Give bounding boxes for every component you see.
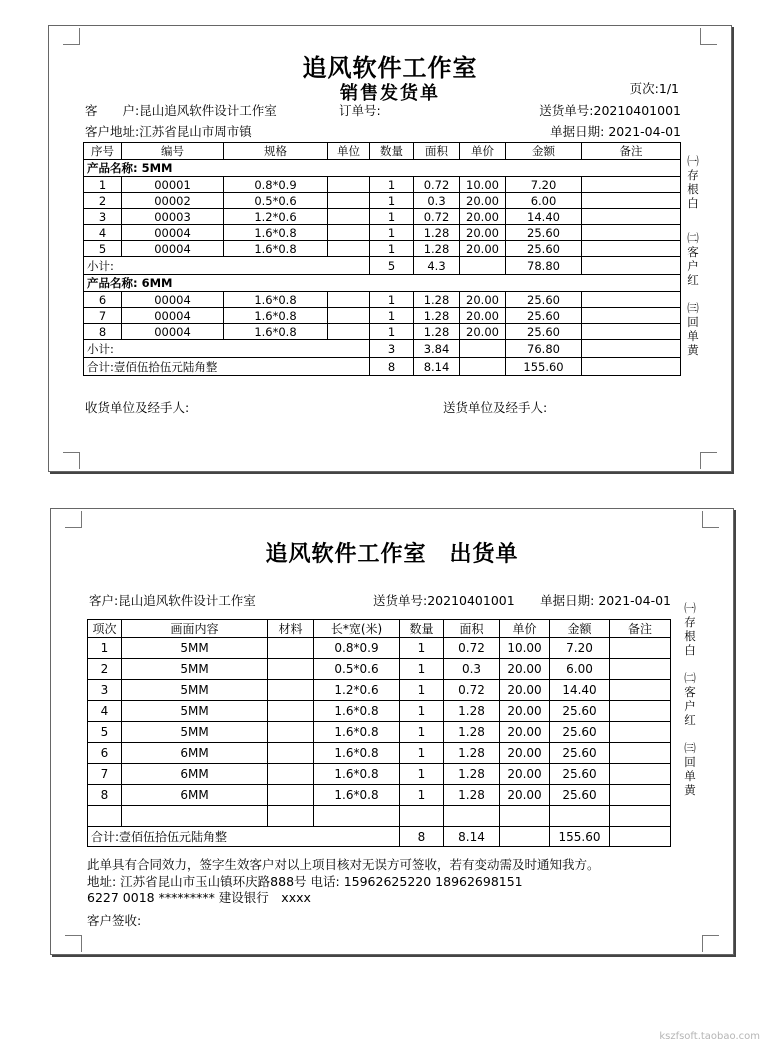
table-cell: [582, 241, 681, 257]
table-cell: 25.60: [506, 241, 582, 257]
table-cell: 0.72: [414, 209, 460, 225]
table-cell: 1.28: [444, 701, 500, 722]
column-header: 备注: [610, 620, 671, 638]
table-cell: 0.72: [444, 638, 500, 659]
table-row: [84, 241, 681, 257]
subtotal-label: 小计:: [84, 257, 370, 275]
table-cell: 1.6*0.8: [314, 764, 400, 785]
table-cell: 00001: [122, 177, 224, 193]
table-cell: 1.28: [444, 743, 500, 764]
table-cell: 5MM: [122, 701, 268, 722]
table-cell: [582, 177, 681, 193]
table-cell: 1: [370, 193, 414, 209]
product-group-row: [84, 160, 681, 177]
table-cell: 7.20: [506, 177, 582, 193]
table-cell: [610, 785, 671, 806]
table-cell: 10.00: [500, 638, 550, 659]
column-header: 备注: [582, 143, 681, 160]
total-amount: 155.60: [506, 358, 582, 376]
column-header: 编号: [122, 143, 224, 160]
column-header: 画面内容: [122, 620, 268, 638]
table-cell: [268, 680, 314, 701]
table-cell: 10.00: [460, 177, 506, 193]
table-cell: 0.5*0.6: [224, 193, 328, 209]
table-cell: 1.28: [444, 722, 500, 743]
table-cell: 5MM: [122, 722, 268, 743]
table-cell: 1: [84, 177, 122, 193]
customer-field: [85, 101, 277, 119]
table-header-row: [88, 620, 671, 638]
table-cell: 25.60: [506, 225, 582, 241]
shipping-items-table: [87, 619, 671, 847]
copy-label-customer: ㈡客户红: [684, 671, 696, 727]
table-cell: 25.60: [550, 764, 610, 785]
sales-items-table: [83, 142, 681, 376]
table-cell: 1.28: [444, 785, 500, 806]
table-cell: 5: [88, 722, 122, 743]
table-cell: 7: [88, 764, 122, 785]
crop-mark: [63, 28, 80, 45]
product-group-row: [84, 275, 681, 292]
table-cell: 6MM: [122, 743, 268, 764]
table-cell: 1.6*0.8: [224, 225, 328, 241]
table-cell: [268, 743, 314, 764]
total-label: 合计:壹佰伍拾伍元陆角整: [84, 358, 370, 376]
column-header: 序号: [84, 143, 122, 160]
crop-mark: [702, 935, 719, 952]
table-cell: 8: [88, 785, 122, 806]
column-header: 金额: [550, 620, 610, 638]
delivery-no: 送货单号:20210401001: [373, 593, 515, 608]
table-cell: 25.60: [506, 324, 582, 340]
table-cell: 2: [84, 193, 122, 209]
table-cell: 14.40: [550, 680, 610, 701]
table-cell: 1: [400, 743, 444, 764]
table-cell: 1.28: [414, 241, 460, 257]
table-cell: 1.6*0.8: [224, 308, 328, 324]
column-header: 数量: [400, 620, 444, 638]
table-cell: 6MM: [122, 785, 268, 806]
table-cell: 25.60: [506, 308, 582, 324]
table-cell: 1: [400, 638, 444, 659]
table-cell: 25.60: [550, 722, 610, 743]
total-label: 合计:壹佰伍拾伍元陆角整: [88, 827, 400, 847]
table-cell: 3: [84, 209, 122, 225]
column-header: 材料: [268, 620, 314, 638]
table-cell: 1: [370, 241, 414, 257]
table-cell: 1.28: [444, 764, 500, 785]
table-cell: 6: [84, 292, 122, 308]
total-qty: 8: [400, 827, 444, 847]
table-cell: [610, 806, 671, 827]
copy-label-customer: ㈡客户红: [687, 231, 699, 287]
table-cell: [328, 225, 370, 241]
table-cell: 1: [88, 638, 122, 659]
document-date: 单据日期: 2021-04-01: [540, 593, 671, 608]
address-field: [85, 122, 252, 140]
order-no-field: [339, 101, 381, 119]
copy-label-stub: ㈠存根白: [684, 601, 696, 657]
table-cell: 1: [370, 292, 414, 308]
table-cell: 00003: [122, 209, 224, 225]
customer-field: 客户:昆山追风软件设计工作室: [89, 593, 256, 608]
crop-mark: [700, 28, 717, 45]
copy-label-return: ㈢回单黄: [687, 301, 699, 357]
table-row: [88, 722, 671, 743]
table-cell: [550, 806, 610, 827]
table-cell: 20.00: [460, 324, 506, 340]
table-row: [88, 785, 671, 806]
table-cell: 1.6*0.8: [224, 324, 328, 340]
copy-label-stub: ㈠存根白: [687, 154, 699, 210]
table-cell: [582, 358, 681, 376]
table-cell: 1: [400, 680, 444, 701]
table-cell: 1.6*0.8: [314, 722, 400, 743]
table-cell: [610, 764, 671, 785]
table-cell: 20.00: [460, 308, 506, 324]
table-row: [88, 743, 671, 764]
table-row: [84, 324, 681, 340]
table-cell: [328, 177, 370, 193]
total-row: [88, 827, 671, 847]
subtotal-area: 3.84: [414, 340, 460, 358]
table-cell: 25.60: [506, 292, 582, 308]
table-row: [84, 193, 681, 209]
crop-mark: [65, 935, 82, 952]
table-cell: [88, 806, 122, 827]
table-cell: 25.60: [550, 743, 610, 764]
table-cell: 0.72: [414, 177, 460, 193]
table-cell: 1.2*0.6: [224, 209, 328, 225]
table-cell: 1: [400, 701, 444, 722]
table-cell: [444, 806, 500, 827]
sales-delivery-sheet: [48, 25, 732, 472]
table-cell: 6MM: [122, 764, 268, 785]
table-cell: 2: [88, 659, 122, 680]
table-cell: 1.6*0.8: [314, 785, 400, 806]
address-phone-line: 地址: 江苏省昆山市玉山镇环庆路888号 电话: 15962625220 18962698151: [87, 874, 523, 889]
table-cell: [582, 340, 681, 358]
contract-note: 此单具有合同效力，签字生效客户对以上项目核对无误方可签收，若有变动需及时通知我方。: [87, 857, 600, 872]
table-cell: 1: [370, 308, 414, 324]
bank-account-line: 6227 0018 ********* 建设银行 xxxx: [87, 890, 311, 905]
table-cell: 7: [84, 308, 122, 324]
column-header: 面积: [414, 143, 460, 160]
document-date: 单据日期: 2021-04-01: [550, 124, 681, 139]
table-cell: 5MM: [122, 680, 268, 701]
table-row: [84, 292, 681, 308]
table-cell: 1: [370, 177, 414, 193]
column-header: 项次: [88, 620, 122, 638]
table-row: [84, 177, 681, 193]
table-cell: 5MM: [122, 638, 268, 659]
table-cell: 00004: [122, 324, 224, 340]
table-cell: [314, 806, 400, 827]
shipping-note-sheet: [50, 508, 734, 955]
table-cell: [500, 827, 550, 847]
table-cell: [268, 785, 314, 806]
column-header: 规格: [224, 143, 328, 160]
table-cell: 7.20: [550, 638, 610, 659]
table-cell: [460, 340, 506, 358]
table-cell: 4: [88, 701, 122, 722]
table-cell: [268, 638, 314, 659]
column-header: 面积: [444, 620, 500, 638]
column-header: 长*宽(米): [314, 620, 400, 638]
crop-mark: [65, 511, 82, 528]
table-row: [88, 701, 671, 722]
table-cell: [610, 722, 671, 743]
table-cell: [328, 193, 370, 209]
address-label: 客户地址:: [85, 124, 140, 139]
document-title: 销售发货单: [340, 83, 440, 104]
table-cell: 1: [400, 785, 444, 806]
page-indicator: 页次:1/1: [629, 81, 679, 96]
table-cell: 25.60: [550, 785, 610, 806]
subtotal-row: [84, 257, 681, 275]
table-row: [84, 209, 681, 225]
table-cell: [328, 209, 370, 225]
subtotal-qty: 3: [370, 340, 414, 358]
subtotal-amount: 76.80: [506, 340, 582, 358]
table-cell: [582, 308, 681, 324]
table-cell: 0.3: [414, 193, 460, 209]
table-cell: [460, 358, 506, 376]
table-row: [88, 806, 671, 827]
table-cell: 20.00: [500, 659, 550, 680]
table-cell: [610, 680, 671, 701]
table-cell: 1: [370, 209, 414, 225]
column-header: 单位: [328, 143, 370, 160]
table-cell: [328, 324, 370, 340]
table-cell: 1.28: [414, 292, 460, 308]
table-cell: 3: [88, 680, 122, 701]
table-cell: 1.6*0.8: [314, 701, 400, 722]
table-cell: 00004: [122, 241, 224, 257]
table-cell: 1.28: [414, 225, 460, 241]
table-cell: 00002: [122, 193, 224, 209]
total-qty: 8: [370, 358, 414, 376]
customer-sign-label: 客户签收:: [87, 913, 142, 928]
total-area: 8.14: [444, 827, 500, 847]
table-cell: 20.00: [500, 764, 550, 785]
table-cell: [460, 257, 506, 275]
table-cell: 1.6*0.8: [314, 743, 400, 764]
customer-value: 昆山追风软件设计工作室: [139, 103, 277, 118]
table-cell: [582, 209, 681, 225]
table-cell: [328, 241, 370, 257]
table-cell: 20.00: [460, 292, 506, 308]
table-cell: [582, 225, 681, 241]
table-cell: [610, 659, 671, 680]
table-cell: 4: [84, 225, 122, 241]
shop-watermark: kszfsoft.taobao.com: [659, 1031, 760, 1042]
subtotal-area: 4.3: [414, 257, 460, 275]
table-cell: [400, 806, 444, 827]
table-cell: [122, 806, 268, 827]
subtotal-amount: 78.80: [506, 257, 582, 275]
table-cell: 0.8*0.9: [314, 638, 400, 659]
table-cell: 20.00: [500, 785, 550, 806]
column-header: 单价: [500, 620, 550, 638]
table-cell: 00004: [122, 292, 224, 308]
table-cell: 1: [400, 659, 444, 680]
table-cell: 5MM: [122, 659, 268, 680]
table-cell: 20.00: [500, 743, 550, 764]
table-cell: [582, 257, 681, 275]
subtotal-label: 小计:: [84, 340, 370, 358]
table-cell: 1: [400, 764, 444, 785]
table-cell: 14.40: [506, 209, 582, 225]
table-cell: 20.00: [500, 680, 550, 701]
column-header: 数量: [370, 143, 414, 160]
table-cell: [268, 764, 314, 785]
total-amount: 155.60: [550, 827, 610, 847]
table-cell: 1: [400, 722, 444, 743]
table-cell: 20.00: [460, 193, 506, 209]
table-cell: 20.00: [460, 209, 506, 225]
total-area: 8.14: [414, 358, 460, 376]
table-cell: [582, 193, 681, 209]
order-no-label: 订单号:: [339, 103, 381, 118]
table-cell: 0.8*0.9: [224, 177, 328, 193]
subtotal-qty: 5: [370, 257, 414, 275]
table-cell: 00004: [122, 308, 224, 324]
crop-mark: [702, 511, 719, 528]
table-cell: [268, 722, 314, 743]
table-cell: 1.6*0.8: [224, 292, 328, 308]
table-cell: 8: [84, 324, 122, 340]
table-cell: [328, 292, 370, 308]
table-cell: [610, 743, 671, 764]
table-cell: 1: [370, 225, 414, 241]
table-cell: 20.00: [500, 722, 550, 743]
copy-label-return: ㈢回单黄: [684, 741, 696, 797]
table-cell: 0.72: [444, 680, 500, 701]
table-cell: [268, 701, 314, 722]
address-value: 江苏省昆山市周市镇: [139, 124, 252, 139]
product-group-title: 产品名称: 5MM: [84, 160, 681, 177]
shipping-note-title: 追风软件工作室 出货单: [265, 542, 519, 567]
crop-mark: [63, 452, 80, 469]
company-title: 追风软件工作室: [302, 54, 478, 82]
product-group-title: 产品名称: 6MM: [84, 275, 681, 292]
table-row: [88, 659, 671, 680]
table-cell: 6.00: [550, 659, 610, 680]
table-cell: [500, 806, 550, 827]
table-row: [88, 764, 671, 785]
table-cell: 0.5*0.6: [314, 659, 400, 680]
table-cell: [268, 806, 314, 827]
table-cell: [328, 308, 370, 324]
table-cell: 20.00: [500, 701, 550, 722]
table-cell: [610, 827, 671, 847]
table-row: [88, 680, 671, 701]
table-cell: [582, 292, 681, 308]
receiver-signature-label: 收货单位及经手人:: [85, 400, 190, 415]
table-cell: 25.60: [550, 701, 610, 722]
table-row: [84, 225, 681, 241]
table-cell: 1.2*0.6: [314, 680, 400, 701]
sender-signature-label: 送货单位及经手人:: [443, 400, 548, 415]
table-cell: [610, 638, 671, 659]
table-cell: 6: [88, 743, 122, 764]
table-cell: 0.3: [444, 659, 500, 680]
table-cell: [610, 701, 671, 722]
table-row: [84, 308, 681, 324]
table-cell: 1.28: [414, 308, 460, 324]
table-cell: 1.6*0.8: [224, 241, 328, 257]
subtotal-row: [84, 340, 681, 358]
table-header-row: [84, 143, 681, 160]
table-row: [88, 638, 671, 659]
table-cell: [268, 659, 314, 680]
crop-mark: [700, 452, 717, 469]
delivery-no: 送货单号:20210401001: [539, 103, 681, 118]
table-cell: 6.00: [506, 193, 582, 209]
table-cell: 1.28: [414, 324, 460, 340]
customer-label: 客 户:: [85, 103, 140, 118]
table-cell: 20.00: [460, 225, 506, 241]
column-header: 单价: [460, 143, 506, 160]
table-cell: 00004: [122, 225, 224, 241]
table-cell: 20.00: [460, 241, 506, 257]
total-row: [84, 358, 681, 376]
table-cell: 1: [370, 324, 414, 340]
table-cell: [582, 324, 681, 340]
table-cell: 5: [84, 241, 122, 257]
column-header: 金额: [506, 143, 582, 160]
